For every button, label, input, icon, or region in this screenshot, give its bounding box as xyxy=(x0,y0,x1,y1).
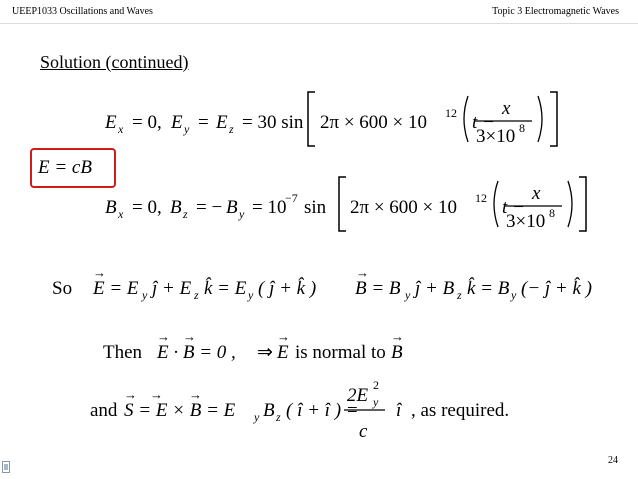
slide-title: Solution (continued) xyxy=(40,52,189,72)
so-e-expr: E = E xyxy=(93,278,139,299)
so-e-sub-z: z xyxy=(194,288,199,302)
so-e-sub-y: y xyxy=(142,288,148,302)
then-b: B xyxy=(391,342,403,363)
so-e-expr3: k̂ = E xyxy=(204,278,247,299)
ecb-text: E = cB xyxy=(38,157,92,178)
e-left-paren xyxy=(464,96,468,142)
b-right-paren xyxy=(568,181,572,227)
b-sub-x: x xyxy=(118,207,124,221)
then-e: E xyxy=(277,342,289,363)
b-exp8: 8 xyxy=(549,206,555,220)
e-lhs: E xyxy=(105,112,117,133)
then-dot-expr: E · B = 0 , xyxy=(157,342,236,363)
page-number: 24 xyxy=(608,455,618,466)
b-left-paren xyxy=(494,181,498,227)
and-num: 2E xyxy=(347,385,369,406)
b-eq10: = 10 xyxy=(252,197,287,218)
b-field-equation xyxy=(105,177,586,232)
b-sin: sin xyxy=(304,197,327,218)
and-den: c xyxy=(359,421,368,442)
e-right-bracket xyxy=(550,92,557,146)
course-header: UEEP1033 Oscillations and Waves xyxy=(12,6,153,17)
b-num-x: x xyxy=(532,183,541,204)
and-b-arrow: → xyxy=(189,387,202,402)
e-sub-z: z xyxy=(229,122,234,136)
b-right-bracket xyxy=(579,177,586,231)
then-implies: ⇒ xyxy=(257,342,273,363)
topic-header: Topic 3 Electromagnetic Waves xyxy=(492,6,619,17)
e-num-x: x xyxy=(502,98,511,119)
so-e-sub-y2: y xyxy=(248,288,254,302)
e-exp8: 8 xyxy=(519,121,525,135)
and-line xyxy=(90,378,509,442)
and-num-sup: 2 xyxy=(373,378,379,392)
so-b-expr: B = B xyxy=(355,278,401,299)
e-lhs-y: E xyxy=(171,112,183,133)
e-zero: = 0, xyxy=(132,112,162,133)
and-num-sub: y xyxy=(373,395,379,409)
and-ihat: î xyxy=(396,400,402,421)
and-tail: , as required. xyxy=(411,400,510,421)
b-left-bracket xyxy=(339,177,346,231)
b-eq-neg: = − xyxy=(196,197,223,218)
b-lhs-y: B xyxy=(226,197,238,218)
then-line xyxy=(103,329,404,363)
e-cb-equation xyxy=(37,157,92,178)
then-e2-arrow: → xyxy=(277,329,290,344)
then-normal: is normal to xyxy=(295,342,386,363)
so-e-arrow: → xyxy=(93,265,106,280)
so-e-expr4: ( ĵ + k̂ ) xyxy=(258,278,317,299)
e-left-bracket xyxy=(308,92,315,146)
so-b-sub-z: z xyxy=(457,288,462,302)
b-lhs-z: B xyxy=(170,197,182,218)
so-b-expr3: k̂ = B xyxy=(467,278,510,299)
e-eq1: = xyxy=(198,112,209,133)
so-b-sub-y2: y xyxy=(511,288,517,302)
b-two-pi: 2π × 600 × 10 xyxy=(350,197,458,218)
so-label: So xyxy=(52,278,73,299)
e-den: 3×10 xyxy=(476,126,516,147)
so-line xyxy=(52,265,592,302)
e-two-pi: 2π × 600 × 10 xyxy=(320,112,428,133)
e-sub-x: x xyxy=(118,122,124,136)
so-b-expr4: (− ĵ + k̂ ) xyxy=(521,278,593,299)
b-sub-y: y xyxy=(239,207,245,221)
and-label: and xyxy=(90,400,118,421)
b-exp12: 12 xyxy=(475,191,487,205)
and-s-expr: S = E × B = E xyxy=(124,400,236,421)
then-b2-arrow: → xyxy=(391,329,404,344)
so-b-sub-y: y xyxy=(405,288,411,302)
b-exp-minus7: −7 xyxy=(285,191,298,205)
e-rhs: = 30 sin xyxy=(242,112,304,133)
and-sub-y: y xyxy=(254,410,260,424)
so-b-expr2: ĵ + B xyxy=(415,278,455,299)
then-label: Then xyxy=(103,342,143,363)
and-sub-z: z xyxy=(276,410,281,424)
and-b: B xyxy=(263,400,275,421)
then-e-arrow: → xyxy=(157,329,170,344)
e-t-minus: t − xyxy=(472,112,495,133)
e-field-equation xyxy=(104,92,557,147)
e-exp12: 12 xyxy=(445,106,457,120)
e-lhs-z: E xyxy=(216,112,228,133)
b-den: 3×10 xyxy=(506,211,546,232)
b-lhs: B xyxy=(105,197,117,218)
e-right-paren xyxy=(538,96,542,142)
slide-icon xyxy=(2,461,10,473)
b-sub-z: z xyxy=(183,207,188,221)
so-e-expr2: ĵ + E xyxy=(152,278,192,299)
b-zero: = 0, xyxy=(132,197,162,218)
b-t-minus: t − xyxy=(502,197,525,218)
so-b-arrow: → xyxy=(356,265,369,280)
and-e-arrow: → xyxy=(150,387,163,402)
and-s-arrow: → xyxy=(124,387,137,402)
then-b-arrow: → xyxy=(183,329,196,344)
e-sub-y: y xyxy=(184,122,190,136)
and-ii: ( î + î ) = xyxy=(286,400,359,421)
